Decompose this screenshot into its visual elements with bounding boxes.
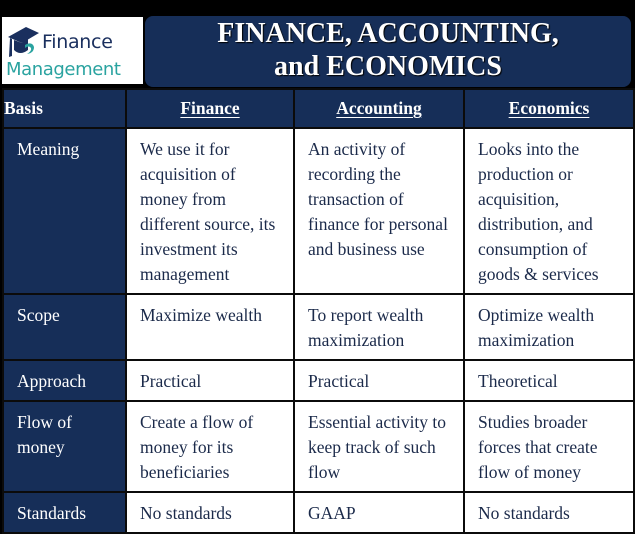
graduation-cap-icon — [6, 23, 40, 59]
cell-finance: No standards — [126, 492, 294, 533]
row-label-scope: Scope — [3, 294, 126, 360]
row-label-flow-of-money: Flow of money — [3, 401, 126, 492]
cell-accounting: Practical — [294, 360, 464, 401]
cell-accounting: An activity of recording the transaction of finance for personal and business use — [294, 128, 464, 294]
cell-finance: Practical — [126, 360, 294, 401]
logo-text-management: Management — [6, 59, 121, 80]
cell-economics: Theoretical — [464, 360, 634, 401]
row-label-standards: Standards — [3, 492, 126, 533]
cell-finance: Maximize wealth — [126, 294, 294, 360]
table-row — [3, 294, 634, 360]
title-line-2: and ECONOMICS — [274, 51, 502, 82]
efinance-management-logo — [2, 17, 143, 84]
header-basis: Basis — [3, 89, 126, 128]
cell-finance: Create a flow of money for its beneficiaries — [126, 401, 294, 492]
cell-economics: Looks into the production or acquisition, distribution, and consumption of goods & services — [464, 128, 634, 294]
cell-finance: We use it for acquisition of money from different source, its investment its management — [126, 128, 294, 294]
table-row — [3, 401, 634, 492]
logo-text-finance: Finance — [42, 31, 113, 53]
cell-accounting: Essential activity to keep track of such flow — [294, 401, 464, 492]
table-row — [3, 360, 634, 401]
header-finance: Finance — [126, 89, 294, 128]
cell-accounting: GAAP — [294, 492, 464, 533]
cell-economics: Studies broader forces that create flow of money — [464, 401, 634, 492]
cell-economics: No standards — [464, 492, 634, 533]
row-label-approach: Approach — [3, 360, 126, 401]
row-label-meaning: Meaning — [3, 128, 126, 294]
table-header-row — [3, 89, 634, 128]
header-accounting: Accounting — [294, 89, 464, 128]
title-line-1: FINANCE, ACCOUNTING, — [217, 18, 559, 49]
header-economics: Economics — [464, 89, 634, 128]
cell-economics: Optimize wealth maximization — [464, 294, 634, 360]
cell-accounting: To report wealth maximization — [294, 294, 464, 360]
table-row — [3, 128, 634, 294]
table-row — [3, 492, 634, 533]
comparison-table — [2, 88, 635, 534]
page-title — [145, 16, 631, 87]
